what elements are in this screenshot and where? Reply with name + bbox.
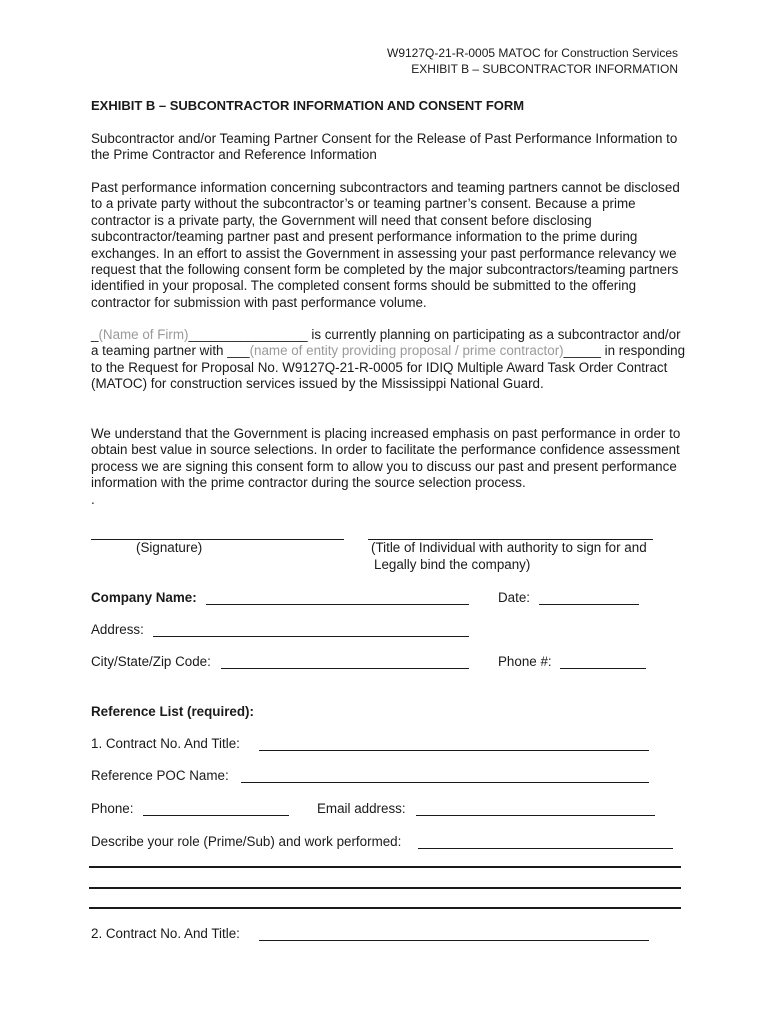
role-description-line-1[interactable]: [89, 866, 681, 868]
contract-1-field[interactable]: [259, 750, 649, 751]
signer-title-label-1: (Title of Individual with authority to sign for and: [371, 540, 647, 555]
signature-label: (Signature): [136, 540, 203, 555]
document-header-exhibit: EXHIBIT B – SUBCONTRACTOR INFORMATION: [411, 62, 678, 76]
city-state-zip-field[interactable]: [221, 668, 469, 669]
consent-text-2: in responding to the Request for Proposal No. W9127Q-21-R-0005 for IDIQ Multiple Award Task Order Contract (MATOC) for construction services issued by the Mississippi National Guard.: [91, 343, 686, 392]
firm-name-blank: ________________: [188, 327, 308, 342]
disclosure-paragraph: Past performance information concerning subcontractors and teaming partners cannot be disclosed to a private party without the subcontractor’s or teaming partner’s consent. Because a prime contractor is a private party, the Government will need that consent before disclosing subcontractor/teaming partner past and present performance information to the prime during exchanges. In an effort to assist the Government in assessing your past performance relevancy we request that the following consent form be completed by the major subcontractors/teaming partners identified in your proposal. The completed consent forms should be submitted to the offering contractor for submission with past performance volume.: [91, 180, 680, 310]
consent-text-1: is currently planning on participating as a subcontractor and/or a teaming partner with: [91, 327, 681, 359]
role-description-line-3[interactable]: [89, 907, 681, 909]
intro-paragraph: Subcontractor and/or Teaming Partner Consent for the Release of Past Performance Information to the Prime Contractor and Reference Information: [91, 131, 678, 163]
reference-email-label: Email address:: [317, 801, 406, 816]
emphasis-text: We understand that the Government is placing increased emphasis on past performance in order to obtain best value in source selections. In order to facilitate the performance confidence assessment process we are signing this consent form to allow you to discuss our past and present performance information with the prime contractor during the source selection process.: [91, 426, 681, 491]
city-state-zip-label: City/State/Zip Code:: [91, 654, 211, 669]
contract-2-label: 2. Contract No. And Title:: [91, 926, 240, 941]
phone-number-field[interactable]: [560, 668, 646, 669]
prime-contractor-field[interactable]: (name of entity providing proposal / prime contractor): [249, 343, 564, 359]
reference-phone-field[interactable]: [143, 815, 289, 816]
role-description-field[interactable]: [418, 848, 673, 849]
reference-list-heading: Reference List (required):: [91, 704, 254, 719]
role-description-label: Describe your role (Prime/Sub) and work performed:: [91, 834, 402, 849]
signer-title-label-2: Legally bind the company): [374, 557, 531, 572]
contract-1-label: 1. Contract No. And Title:: [91, 736, 240, 751]
date-field[interactable]: [539, 604, 639, 605]
date-label: Date:: [498, 590, 531, 605]
phone-number-label: Phone #:: [498, 654, 552, 669]
reference-phone-label: Phone:: [91, 801, 134, 816]
consent-paragraph: [91, 327, 686, 393]
prime-lead-blank: ___: [227, 343, 250, 359]
signature-line[interactable]: [91, 539, 344, 540]
company-name-label: Company Name:: [91, 590, 197, 605]
address-field[interactable]: [153, 636, 469, 637]
reference-email-field[interactable]: [416, 815, 655, 816]
firm-lead-blank: _: [91, 327, 99, 342]
role-description-line-2[interactable]: [89, 887, 681, 889]
address-label: Address:: [91, 622, 144, 637]
stray-period: .: [91, 491, 95, 507]
firm-name-field[interactable]: (Name of Firm): [98, 327, 189, 342]
emphasis-paragraph: [91, 426, 686, 508]
form-title: EXHIBIT B – SUBCONTRACTOR INFORMATION AND CONSENT FORM: [91, 98, 525, 113]
reference-poc-field[interactable]: [241, 782, 649, 783]
prime-contractor-blank: _____: [563, 343, 601, 359]
document-header-solicitation: W9127Q-21-R-0005 MATOC for Construction Services: [387, 46, 678, 60]
company-name-field[interactable]: [206, 604, 469, 605]
reference-poc-label: Reference POC Name:: [91, 768, 229, 783]
contract-2-field[interactable]: [259, 940, 649, 941]
